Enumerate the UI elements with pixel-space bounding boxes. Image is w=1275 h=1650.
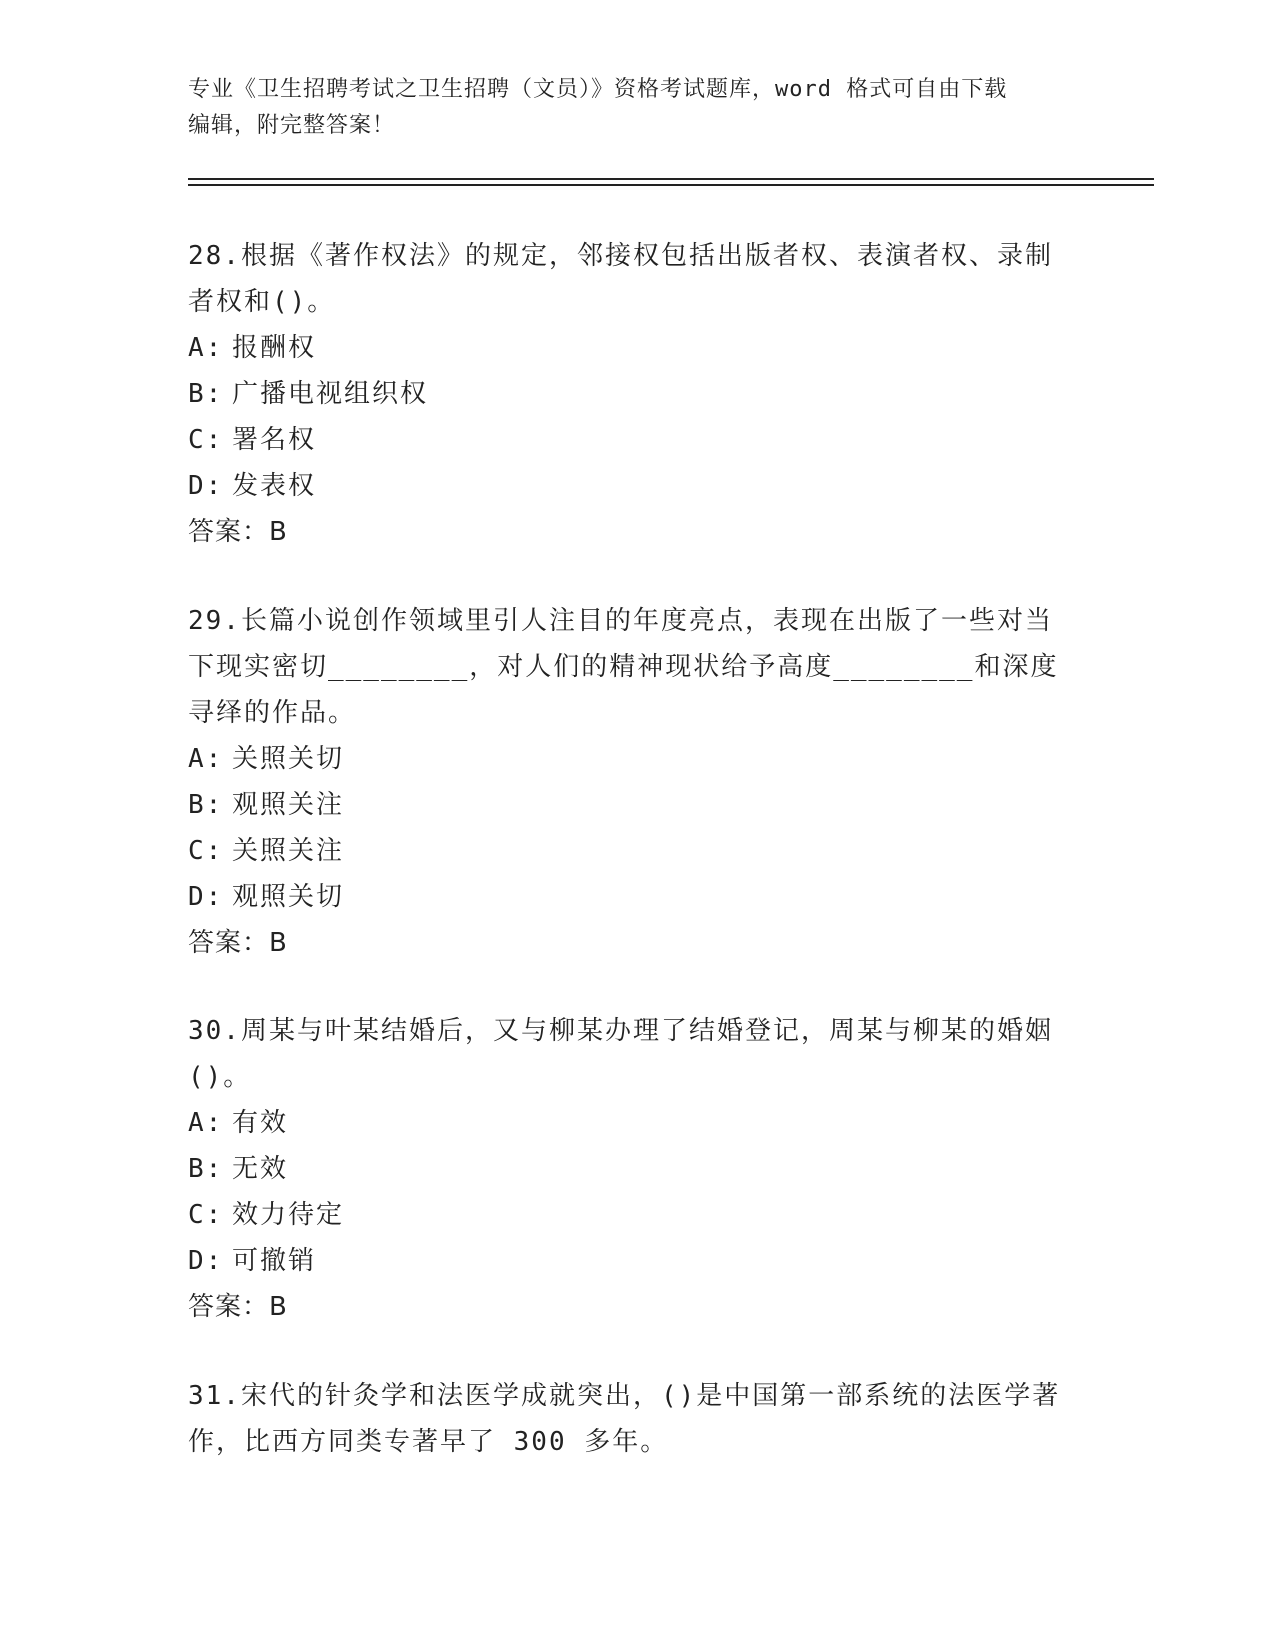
answer-line: 答案：B [188, 517, 288, 547]
option-text: 有效 [232, 1108, 289, 1138]
option-text: 观照关注 [232, 790, 345, 820]
document-header [188, 72, 1068, 144]
option-letter: B: [188, 379, 224, 409]
header-line-1: 专业《卫生招聘考试之卫生招聘（文员）》资格考试题库，word 格式可自由下载 [188, 77, 1008, 102]
question-30 [188, 1008, 1078, 1330]
option-letter: A: [188, 744, 224, 774]
question-text: 31.宋代的针灸学和法医学成就突出，()是中国第一部系统的法医学著作，比西方同类专著早了 300 多年。 [188, 1381, 1061, 1457]
option-letter: C: [188, 425, 224, 455]
option-a [188, 1100, 1078, 1146]
option-b [188, 1146, 1078, 1192]
option-d [188, 463, 1078, 509]
option-c [188, 828, 1078, 874]
option-letter: C: [188, 1200, 224, 1230]
option-c [188, 1192, 1078, 1238]
option-letter: A: [188, 333, 224, 363]
question-text: 30.周某与叶某结婚后，又与柳某办理了结婚登记，周某与柳某的婚姻()。 [188, 1016, 1053, 1092]
option-text: 无效 [232, 1154, 289, 1184]
option-c [188, 417, 1078, 463]
option-letter: A: [188, 1108, 224, 1138]
option-b [188, 371, 1078, 417]
option-text: 效力待定 [232, 1200, 345, 1230]
option-letter: C: [188, 836, 224, 866]
option-letter: D: [188, 471, 224, 501]
question-text: 29.长篇小说创作领域里引人注目的年度亮点，表现在出版了一些对当下现实密切________，对人们的精神现状给予高度________和深度寻绎的作品。 [188, 606, 1059, 728]
option-text: 署名权 [232, 425, 317, 455]
option-text: 发表权 [232, 471, 317, 501]
option-text: 报酬权 [232, 333, 317, 363]
option-letter: B: [188, 1154, 224, 1184]
option-text: 关照关注 [232, 836, 345, 866]
option-text: 观照关切 [232, 882, 345, 912]
answer-line: 答案：B [188, 928, 288, 958]
header-divider-top [188, 178, 1154, 180]
option-a [188, 325, 1078, 371]
option-d [188, 1238, 1078, 1284]
option-b [188, 782, 1078, 828]
question-29 [188, 598, 1078, 966]
option-text: 关照关切 [232, 744, 345, 774]
question-text: 28.根据《著作权法》的规定，邻接权包括出版者权、表演者权、录制者权和()。 [188, 241, 1053, 317]
question-31 [188, 1373, 1078, 1465]
option-letter: D: [188, 882, 224, 912]
option-letter: D: [188, 1246, 224, 1276]
option-text: 可撤销 [232, 1246, 317, 1276]
option-a [188, 736, 1078, 782]
header-line-2: 编辑，附完整答案！ [188, 113, 396, 138]
option-letter: B: [188, 790, 224, 820]
option-text: 广播电视组织权 [232, 379, 429, 409]
answer-line: 答案：B [188, 1292, 288, 1322]
header-divider-bottom [188, 184, 1154, 186]
question-28 [188, 233, 1078, 555]
option-d [188, 874, 1078, 920]
